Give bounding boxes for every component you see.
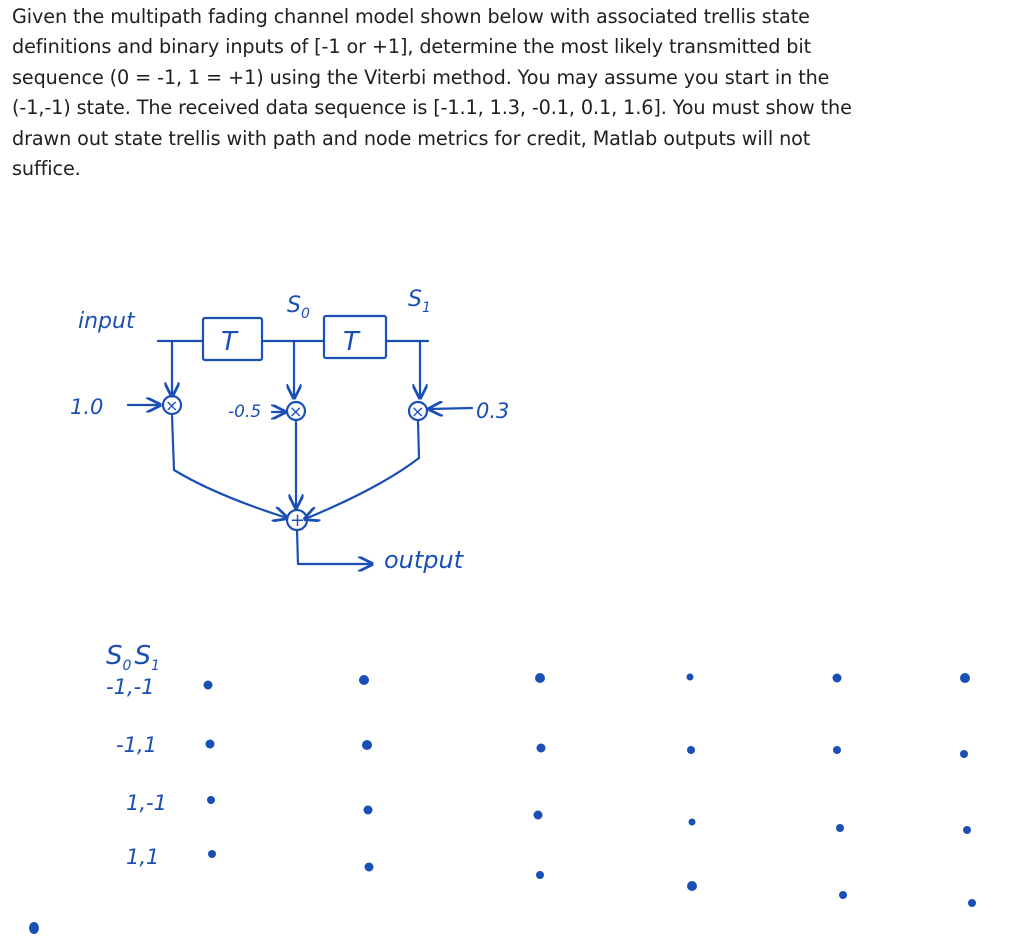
delay-label-2: T xyxy=(343,327,359,357)
trellis-node xyxy=(204,681,213,690)
input-label: input xyxy=(78,309,135,334)
trellis-node xyxy=(208,850,216,858)
trellis-node xyxy=(364,806,373,815)
trellis-node xyxy=(359,675,369,685)
multiply-symbol-2: × xyxy=(411,402,425,421)
trellis-node xyxy=(535,673,545,683)
trellis-node xyxy=(207,796,215,804)
output-label: output xyxy=(384,546,464,574)
trellis-node xyxy=(833,674,842,683)
trellis-node xyxy=(839,891,847,899)
tap-coefficient-1: -0.5 xyxy=(228,402,262,422)
state-label-3: 1,1 xyxy=(126,845,160,869)
output-line xyxy=(297,530,372,564)
trellis-node xyxy=(537,744,546,753)
tap-coefficient-0: 1.0 xyxy=(70,395,104,419)
trellis-node xyxy=(968,899,976,907)
trellis-node xyxy=(960,750,968,758)
trellis-node xyxy=(963,826,971,834)
multiply-symbol-0: × xyxy=(165,396,179,415)
trellis-node xyxy=(206,740,215,749)
trellis-node xyxy=(534,811,543,820)
sum-symbol: + xyxy=(290,510,306,531)
state-label-2: 1,-1 xyxy=(126,791,167,815)
trellis-node xyxy=(536,871,544,879)
trellis-node xyxy=(687,746,695,754)
tap-arrow-2 xyxy=(429,408,472,409)
trellis xyxy=(29,641,976,934)
multiply-symbol-1: × xyxy=(289,402,303,421)
path-to-sum-2 xyxy=(305,421,419,519)
state-label-1: -1,1 xyxy=(116,733,157,757)
trellis-node xyxy=(365,863,374,872)
s1-label: $S_1$ xyxy=(408,287,431,316)
trellis-node xyxy=(833,746,841,754)
path-to-sum-0 xyxy=(172,416,287,518)
tap-coefficient-2: 0.3 xyxy=(476,399,510,423)
delay-label-1: T xyxy=(221,327,237,357)
question-line: (-1,-1) state. The received data sequence is [-1.1, 1.3, -0.1, 0.1, 1.6]. You must show the xyxy=(12,96,852,120)
question-line: drawn out state trellis with path and node metrics for credit, Matlab outputs will not xyxy=(12,126,811,150)
trellis-node xyxy=(362,740,372,750)
state-label-0: -1,-1 xyxy=(106,675,155,699)
question-line: Given the multipath fading channel model shown below with associated trellis state xyxy=(12,5,810,28)
question-line: sequence (0 = -1, 1 = +1) using the Viterbi method. You may assume you start in the xyxy=(12,65,830,89)
question-line: definitions and binary inputs of [-1 or +1], determine the most likely transmitted bit xyxy=(12,35,812,59)
stray-ink-mark xyxy=(29,922,39,934)
trellis-node xyxy=(960,673,970,683)
trellis-header: $S_0$ $S_1$ xyxy=(106,641,160,674)
channel-diagram xyxy=(70,287,509,574)
question-line: suffice. xyxy=(12,157,81,181)
trellis-node xyxy=(687,881,697,891)
trellis-node xyxy=(689,819,696,826)
trellis-node xyxy=(836,824,844,832)
trellis-node xyxy=(687,674,694,681)
s0-label: $S_0$ xyxy=(287,293,310,322)
